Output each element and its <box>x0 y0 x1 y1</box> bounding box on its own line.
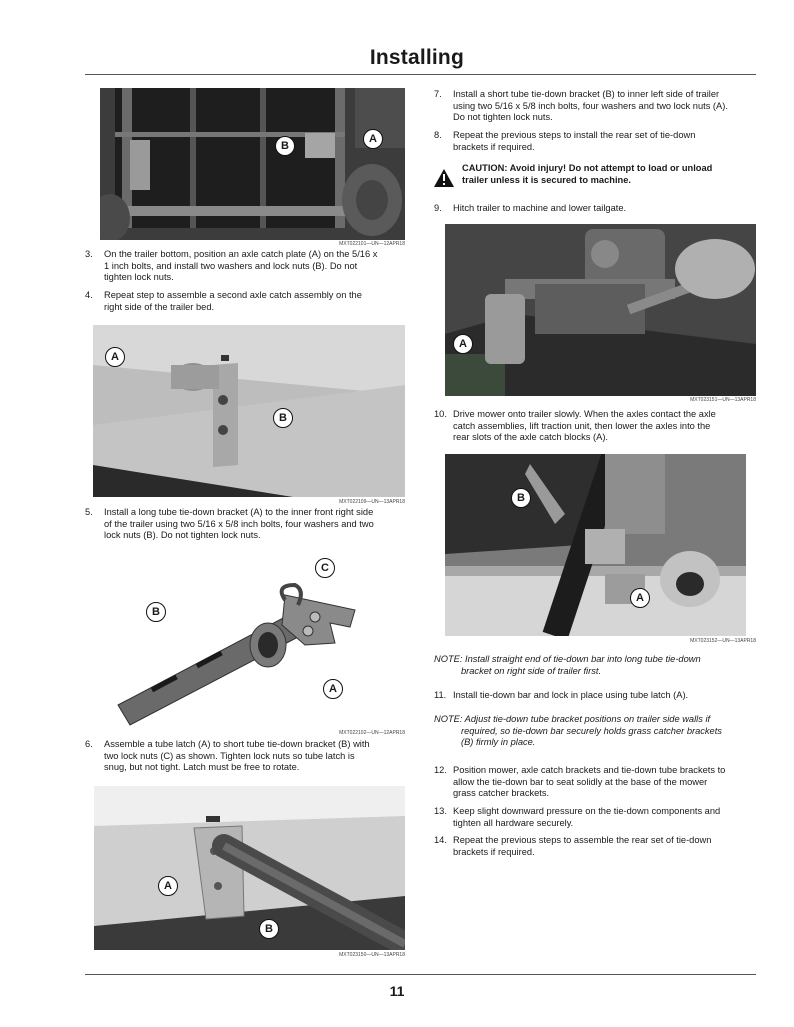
figure-mower-on-trailer <box>445 224 756 396</box>
figure-caption: MXT022109—UN—13APR18 <box>339 499 405 505</box>
callout-b: B <box>259 919 279 939</box>
note-straight-end: NOTE: Install straight end of tie-down bar into long tube tie-down bracket on right side of trailer first. <box>434 654 701 676</box>
figure-short-tube-bracket-installed <box>94 786 405 950</box>
figure-trailer-axle-catch <box>100 88 405 240</box>
callout-a: A <box>105 347 125 367</box>
callout-a: A <box>630 588 650 608</box>
callout-b: B <box>511 488 531 508</box>
figure-caption: MXT023152—UN—13APR18 <box>690 638 756 644</box>
callout-b: B <box>273 408 293 428</box>
figure-caption: MXT023150—UN—13APR18 <box>339 952 405 958</box>
callout-a: A <box>453 334 473 354</box>
footer-rule <box>85 974 756 975</box>
callout-a: A <box>363 129 383 149</box>
figure-axle-catch-plate <box>93 325 405 497</box>
figure-caption: MXT023151—UN—13APR18 <box>690 397 756 403</box>
figure-tube-latch-bracket <box>110 555 365 730</box>
note-adjust-brackets: NOTE: Adjust tie-down tube bracket positions on trailer side walls if required, so tie-down bar securely holds grass catcher brackets (B) firmly in place. <box>434 714 722 748</box>
figure-caption: MXT022102—UN—12APR18 <box>339 730 405 736</box>
caution-block: CAUTION: Avoid injury! Do not attempt to load or unload trailer unless it is secured to machine. <box>434 163 756 193</box>
callout-a: A <box>323 679 343 699</box>
callout-b: B <box>275 136 295 156</box>
header-rule <box>85 74 756 75</box>
callout-b: B <box>146 602 166 622</box>
figure-caption: MXT022101—UN—12APR18 <box>339 241 405 247</box>
page-title: Installing <box>369 46 464 69</box>
page-number: 11 <box>389 983 405 999</box>
callout-a: A <box>158 876 178 896</box>
warning-icon <box>434 169 454 187</box>
callout-c: C <box>315 558 335 578</box>
figure-tie-down-bar-latched <box>445 454 746 636</box>
